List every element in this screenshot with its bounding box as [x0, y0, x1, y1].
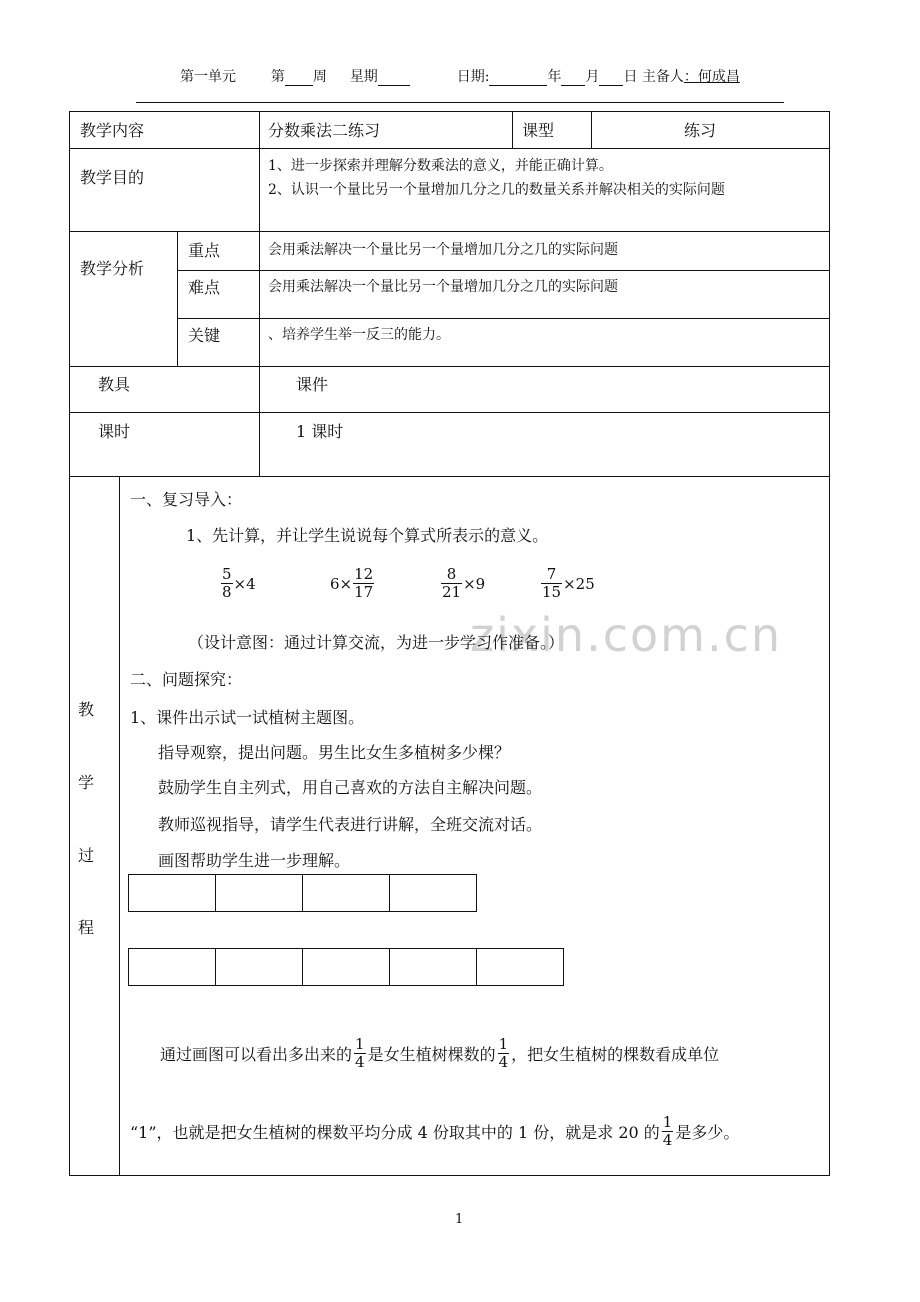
expression: 6× $\frac{12}{17}$ [330, 565, 374, 601]
tools-label: 教具 [98, 375, 131, 394]
expression: $\frac{7}{15}$ ×25 [542, 565, 595, 601]
fraction: $\frac{1}{4}$ [355, 1035, 365, 1071]
bar-segment [389, 948, 477, 986]
page-number: 1 [455, 1212, 464, 1227]
bar-segment [302, 874, 390, 912]
section-explore: 二、问题探究： [130, 670, 243, 689]
bar-segment [389, 874, 477, 912]
section-review: 一、复习导入： [130, 490, 243, 509]
paragraph: 画图帮助学生进一步理解。 [158, 851, 351, 870]
goal-item-1: 1、进一步探索并理解分数乘法的意义，并能正确计算。 [268, 158, 613, 174]
header-day: 日 [623, 69, 638, 85]
hours-value: 1 课时 [296, 422, 344, 441]
process-label-char: 教 [78, 700, 95, 719]
header-year: 年 [547, 69, 562, 85]
conclusion-line-2: “1”，也就是把女生植树的棵数平均分成 4 份取其中的 1 份，就是求 20 的 $\frac{1}{4}$ 是多少。 [130, 1113, 740, 1149]
goal-label: 教学目的 [80, 168, 145, 187]
paragraph: 教师巡视指导，请学生代表进行讲解，全班交流对话。 [158, 815, 543, 834]
header-preparer-name: ：何成昌 [683, 69, 740, 85]
header-unit: 第一单元 [180, 69, 236, 85]
explore-item-1: 1、课件出示试一试植树主题图。 [130, 708, 365, 727]
paragraph: 鼓励学生自主列式，用自己喜欢的方法自主解决问题。 [158, 778, 543, 797]
paragraph: 指导观察，提出问题。男生比女生多植树多少棵？ [158, 743, 511, 762]
fraction: $\frac{1}{4}$ [662, 1113, 673, 1149]
bar-segment [302, 948, 390, 986]
fraction: $\frac{8}{21}$ [442, 565, 462, 601]
bar-segment [128, 874, 216, 912]
fraction: $\frac{5}{8}$ [222, 565, 232, 601]
process-label-char: 过 [78, 846, 95, 865]
analysis-label: 教学分析 [80, 259, 145, 278]
fraction: $\frac{7}{15}$ [542, 565, 562, 601]
crux-value: 、培养学生举一反三的能力。 [268, 327, 450, 343]
header-preparer-label: 主备人 [641, 69, 684, 85]
expression: $\frac{5}{8}$ ×4 [222, 565, 256, 601]
bar-segment [128, 948, 216, 986]
watermark: zixin.com.cn [470, 608, 783, 662]
expression: $\frac{8}{21}$ ×9 [442, 565, 486, 601]
difficulty-value: 会用乘法解决一个量比另一个量增加几分之几的实际问题 [268, 279, 618, 295]
bar-segment [476, 948, 564, 986]
content-label: 教学内容 [80, 121, 145, 140]
process-label-char: 程 [78, 918, 95, 937]
header-week-suffix: 周 [312, 69, 327, 85]
conclusion-line-1: 通过画图可以看出多出来的 $\frac{1}{4}$ 是女生植树棵数的 $\frac{1}{4}$ ，把女生植树的棵数看成单位 [160, 1035, 720, 1071]
crux-label: 关键 [188, 326, 221, 345]
key-label: 重点 [188, 241, 221, 260]
page-header [180, 66, 740, 86]
design-note: （设计意图：通过计算交流，为进一步学习作准备。） [188, 633, 565, 652]
bar-segment [215, 948, 303, 986]
fraction: $\frac{12}{17}$ [354, 565, 374, 601]
goal-item-2: 2、认识一个量比另一个量增加几分之几的数量关系并解决相关的实际问题 [268, 182, 725, 198]
type-value: 练习 [684, 121, 717, 140]
header-date-label: 日期: [456, 69, 490, 85]
process-label-char: 学 [78, 773, 95, 792]
type-label: 课型 [522, 121, 555, 140]
header-month: 月 [585, 69, 600, 85]
header-week-prefix: 第 [270, 69, 285, 85]
content-value: 分数乘法二练习 [268, 121, 381, 140]
header-weekday: 星期 [349, 69, 378, 85]
fraction: $\frac{1}{4}$ [498, 1035, 509, 1071]
tools-value: 课件 [296, 375, 329, 394]
difficulty-label: 难点 [188, 278, 221, 297]
key-value: 会用乘法解决一个量比另一个量增加几分之几的实际问题 [268, 242, 618, 258]
hours-label: 课时 [98, 422, 131, 441]
bar-segment [215, 874, 303, 912]
header-rule [136, 102, 784, 103]
review-item-1: 1、先计算，并让学生说说每个算式所表示的意义。 [186, 526, 549, 545]
